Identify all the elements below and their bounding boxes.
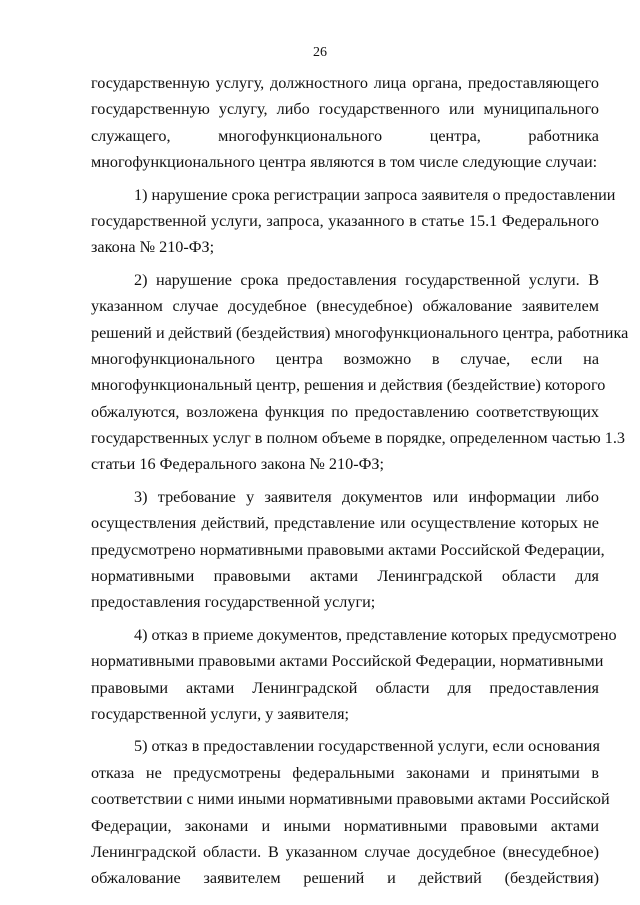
text-line: нормативными правовыми актами Российской Федерации, нормативными	[91, 652, 604, 671]
text-line: служащего, многофункционального центра, работника	[91, 126, 599, 145]
text-line: решений и действий (бездействия) многофункционального центра, работника	[91, 323, 629, 342]
text-line: соответствии с ними иными нормативными правовыми актами Российской	[91, 790, 610, 809]
text-line: предусмотрено нормативными правовыми актами Российской Федерации,	[91, 540, 605, 559]
text-line: многофункционального центра возможно в случае, если на	[91, 349, 599, 368]
text-line: государственной услуги, у заявителя;	[91, 704, 350, 723]
text-line: государственную услугу, либо государственного или муниципального	[91, 100, 599, 119]
text-line: предоставления государственной услуги;	[91, 593, 376, 612]
text-line: многофункционального центра являются в том числе следующие случаи:	[91, 153, 598, 172]
text-line: статьи 16 Федерального закона № 210-ФЗ;	[91, 455, 384, 474]
text-line: обжалуются, возложена функция по предоставлению соответствующих	[91, 402, 599, 421]
text-line: 4) отказ в приеме документов, представление которых предусмотрено	[134, 625, 617, 644]
text-line: государственной услуги, запроса, указанного в статье 15.1 Федерального	[91, 211, 599, 230]
text-line: 5) отказ в предоставлении государственной услуги, если основания	[134, 737, 600, 756]
text-line: государственных услуг в полном объеме в порядке, определенном частью 1.3	[91, 429, 625, 448]
text-line: отказа не предусмотрены федеральными законами и принятыми в	[91, 763, 599, 782]
text-line: Ленинградской области. В указанном случае досудебное (внесудебное)	[91, 842, 599, 861]
text-line: Федерации, законами и иными нормативными правовыми актами	[91, 816, 599, 835]
text-line: указанном случае досудебное (внесудебное) обжалование заявителем	[91, 297, 599, 316]
page-number: 26	[313, 45, 327, 60]
text-line: 2) нарушение срока предоставления государственной услуги. В	[134, 270, 599, 289]
text-line: 3) требование у заявителя документов или информации либо	[134, 487, 599, 506]
text-line: государственную услугу, должностного лица органа, предоставляющего	[91, 74, 599, 92]
text-line: 1) нарушение срока регистрации запроса заявителя о предоставлении	[134, 185, 616, 204]
text-line: осуществления действий, представление или осуществление которых не	[91, 514, 599, 533]
text-line: правовыми актами Ленинградской области для предоставления	[91, 678, 599, 697]
text-line: закона № 210-ФЗ;	[91, 238, 215, 257]
body-text	[91, 70, 629, 892]
text-line: нормативными правовыми актами Ленинградской области для	[91, 567, 599, 586]
text-line: обжалование заявителем решений и действий (бездействия)	[91, 869, 599, 888]
text-line: многофункциональный центр, решения и действия (бездействие) которого	[91, 376, 606, 395]
